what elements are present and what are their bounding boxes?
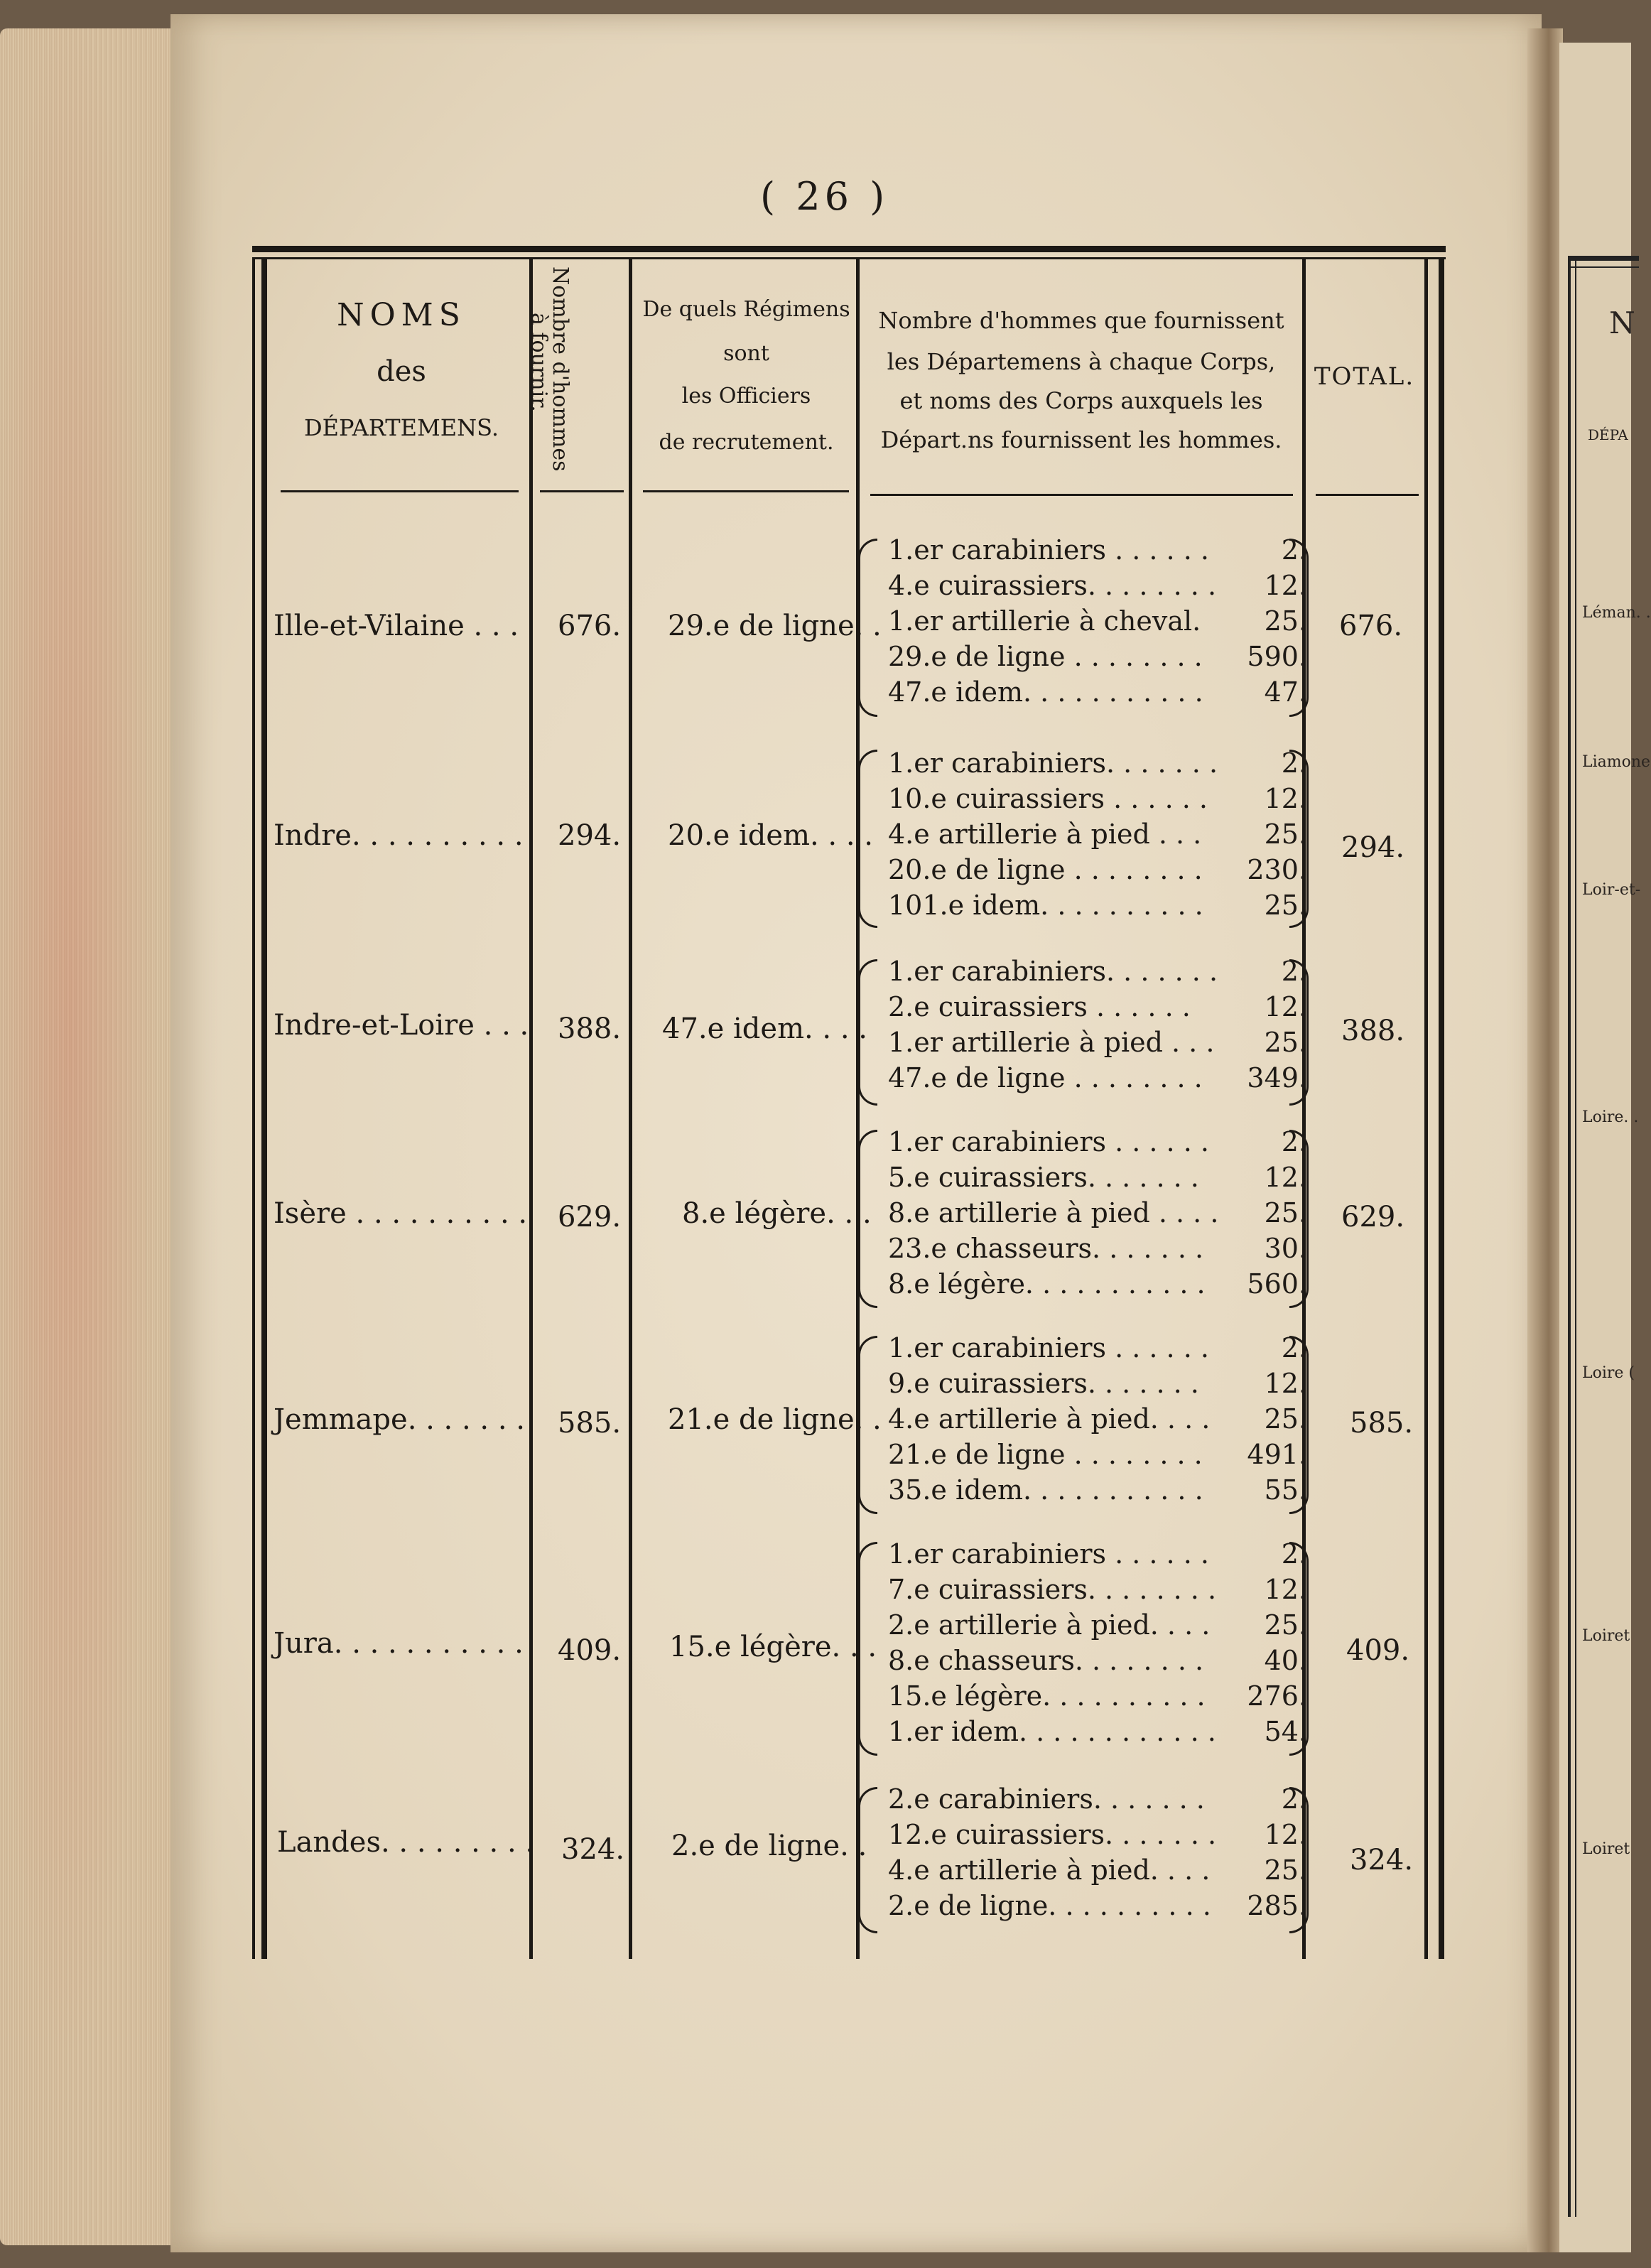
corps-name: 2.e cuirassiers . . . . . . [888,991,1191,1022]
left-brace [858,750,877,928]
corps-value: 2. [1281,747,1307,779]
table-right-border [1424,257,1428,1959]
corps-name: 1.er idem. . . . . . . . . . . . [888,1716,1216,1747]
dept-name: Isère . . . . . . . . . . [274,1197,528,1230]
corps-list [888,747,1307,925]
header-col1-sub: DÉPARTEMENS. [303,414,499,441]
header-col2-line2: à fournir. [526,313,551,412]
men-count: 585. [558,1407,622,1440]
right-brace [1289,750,1309,928]
header-col3-line4: de recrutement. [659,430,834,455]
left-brace [858,539,877,717]
header-col4-line4: Départ.ns fournissent les hommes. [880,426,1282,453]
next-page-entry: Loiret [1582,1627,1630,1645]
men-count: 294. [558,819,622,852]
corps-name: 12.e cuirassiers. . . . . . . [888,1819,1217,1850]
header-col1-title: NOMS [337,297,466,333]
corps-value: 285. [1247,1890,1307,1921]
corps-value: 560. [1247,1268,1307,1300]
corps-value: 12. [1264,1574,1307,1605]
dept-name: Indre. . . . . . . . . . [274,819,524,852]
next-page-header: N [1609,306,1635,340]
right-brace [1289,1336,1309,1514]
recruiting-regiment: 29.e de ligne. . [668,610,882,642]
header-col2-line1: Nombre d'hommes [548,266,573,472]
book-page-edges [0,28,174,2245]
left-brace [858,1787,877,1933]
corps-name: 7.e cuirassiers. . . . . . . . [888,1574,1217,1605]
corps-name: 20.e de ligne . . . . . . . . [888,854,1203,885]
header-col3-line3: les Officiers [681,384,811,409]
next-page-entry: Loire. . [1582,1108,1639,1126]
page-number: ( 26 ) [760,174,889,219]
next-page-entry: Loiret [1582,1840,1630,1858]
recruiting-regiment: 47.e idem. . . . [662,1012,868,1045]
next-page-fragment [1559,43,1651,2252]
corps-name: 4.e cuirassiers. . . . . . . . [888,570,1217,601]
corps-value: 2. [1281,956,1307,987]
recruiting-regiment: 20.e idem. . . . [668,819,874,852]
corps-name: 1.er carabiniers . . . . . . [888,1126,1209,1157]
table-left-border-thick [261,257,267,1959]
corps-name: 10.e cuirassiers . . . . . . [888,783,1208,814]
corps-value: 25. [1264,1027,1307,1058]
corps-name: 8.e légère. . . . . . . . . . . [888,1268,1206,1300]
corps-value: 40. [1264,1645,1307,1676]
corps-value: 25. [1264,1403,1307,1435]
corps-value: 25. [1264,1197,1307,1228]
column-divider-2 [629,257,632,1959]
corps-list [888,956,1307,1098]
left-brace [858,1336,877,1514]
dept-name: Ille-et-Vilaine . . . [274,610,519,642]
dept-name: Jemmape. . . . . . . [274,1403,525,1436]
corps-name: 23.e chasseurs. . . . . . . [888,1233,1204,1264]
right-brace [1289,959,1309,1106]
corps-name: 1.er carabiniers. . . . . . . [888,956,1218,987]
men-count: 676. [558,610,622,642]
table-top-rule-thin [252,257,1446,259]
corps-name: 5.e cuirassiers. . . . . . . [888,1162,1199,1193]
dept-name: Indre-et-Loire . . . [274,1009,529,1042]
book-gutter [1527,28,1563,2252]
corps-name: 35.e idem. . . . . . . . . . . [888,1474,1203,1506]
men-count: 324. [561,1833,625,1866]
header-underline [1316,494,1419,496]
corps-name: 21.e de ligne . . . . . . . . [888,1439,1203,1470]
header-col5-total: TOTAL. [1314,362,1415,391]
corps-name: 2.e carabiniers. . . . . . . [888,1783,1205,1815]
next-page-header-dept: DÉPA [1588,426,1628,443]
header-col4-line1: Nombre d'hommes que fournissent [878,307,1284,334]
corps-name: 47.e de ligne . . . . . . . . [888,1062,1203,1094]
next-page-entry: Loir-et- [1582,881,1641,899]
corps-value: 349. [1247,1062,1307,1094]
corps-value: 2. [1281,534,1307,566]
corps-value: 2. [1281,1332,1307,1364]
header-col4-line3: et noms des Corps auxquels les [899,387,1263,414]
corps-value: 12. [1264,1368,1307,1399]
corps-value: 491. [1247,1439,1307,1470]
corps-value: 590. [1247,641,1307,672]
corps-name: 2.e artillerie à pied. . . . [888,1609,1211,1641]
row-total: 324. [1350,1844,1414,1876]
corps-list [888,1332,1307,1510]
men-count: 409. [558,1634,622,1667]
right-brace [1289,1787,1309,1933]
next-page-entry: Loire ( [1582,1364,1635,1382]
corps-value: 12. [1264,991,1307,1022]
corps-value: 2. [1281,1783,1307,1815]
men-count: 388. [558,1012,622,1045]
table-top-rule [252,246,1446,252]
right-brace [1289,1542,1309,1756]
corps-name: 1.er carabiniers . . . . . . [888,1332,1209,1364]
column-divider-1 [529,257,533,1959]
corps-value: 25. [1264,890,1307,921]
corps-value: 25. [1264,605,1307,637]
right-brace [1289,1130,1309,1308]
header-underline [281,490,519,492]
recruiting-regiment: 2.e de ligne. . [671,1830,867,1862]
row-total: 629. [1341,1201,1405,1233]
dept-name: Jura. . . . . . . . . . . [274,1627,524,1660]
corps-name: 2.e de ligne. . . . . . . . . . [888,1890,1211,1921]
left-brace [858,1130,877,1308]
corps-name: 29.e de ligne . . . . . . . . [888,641,1203,672]
corps-name: 1.er carabiniers . . . . . . [888,534,1209,566]
corps-value: 12. [1264,1819,1307,1850]
corps-name: 8.e chasseurs. . . . . . . . [888,1645,1204,1676]
header-col1-des: des [377,355,426,388]
corps-value: 12. [1264,783,1307,814]
header-col3-line2: sont [723,341,769,366]
header-underline [643,490,849,492]
header-col4-line2: les Départemens à chaque Corps, [887,348,1276,375]
left-brace [858,1542,877,1756]
corps-value: 2. [1281,1126,1307,1157]
corps-name: 15.e légère. . . . . . . . . . [888,1680,1206,1712]
men-count: 629. [558,1201,622,1233]
recruiting-regiment: 21.e de ligne. . [668,1403,882,1436]
corps-value: 2. [1281,1538,1307,1570]
corps-value: 47. [1264,676,1307,708]
corps-value: 25. [1264,819,1307,850]
corps-value: 25. [1264,1854,1307,1886]
right-brace [1289,539,1309,717]
corps-value: 276. [1247,1680,1307,1712]
row-total: 409. [1346,1634,1410,1667]
corps-name: 8.e artillerie à pied . . . . [888,1197,1219,1228]
left-brace [858,959,877,1106]
row-total: 585. [1350,1407,1414,1440]
corps-name: 47.e idem. . . . . . . . . . . [888,676,1203,708]
corps-list [888,534,1307,712]
next-page-entry: Liamone [1582,753,1651,771]
row-total: 388. [1341,1015,1405,1047]
table-right-border-thick [1439,257,1444,1959]
dept-name: Landes. . . . . . . . . [277,1826,535,1859]
row-total: 676. [1339,610,1403,642]
corps-name: 1.er carabiniers. . . . . . . [888,747,1218,779]
corps-name: 4.e artillerie à pied. . . . [888,1854,1211,1886]
corps-value: 30. [1264,1233,1307,1264]
corps-value: 25. [1264,1609,1307,1641]
corps-name: 1.er artillerie à cheval. [888,605,1201,637]
row-total: 294. [1341,831,1405,864]
next-page-entry: Léman. . [1582,604,1651,622]
table-left-border [252,257,255,1959]
corps-list [888,1538,1307,1751]
corps-name: 1.er carabiniers . . . . . . [888,1538,1209,1570]
corps-value: 12. [1264,1162,1307,1193]
corps-value: 55. [1264,1474,1307,1506]
corps-name: 1.er artillerie à pied . . . [888,1027,1215,1058]
recruiting-regiment: 8.e légère. . . [682,1197,872,1230]
header-col3-line1: De quels Régimens [642,297,850,322]
corps-value: 230. [1247,854,1307,885]
corps-list [888,1126,1307,1304]
corps-list [888,1783,1307,1926]
recruiting-regiment: 15.e légère. . . [669,1631,877,1663]
corps-value: 12. [1264,570,1307,601]
corps-name: 9.e cuirassiers. . . . . . . [888,1368,1199,1399]
header-underline [870,494,1293,496]
corps-name: 4.e artillerie à pied. . . . [888,1403,1211,1435]
corps-value: 54. [1264,1716,1307,1747]
corps-name: 101.e idem. . . . . . . . . . [888,890,1203,921]
corps-name: 4.e artillerie à pied . . . [888,819,1202,850]
